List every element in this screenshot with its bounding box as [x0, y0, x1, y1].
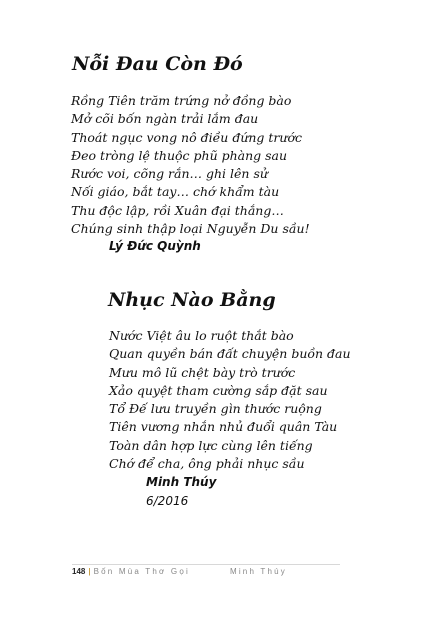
poem-line: Thu độc lập, rồi Xuân đại thắng… — [71, 202, 284, 218]
page-footer — [72, 567, 287, 576]
book-author: Minh Thúy — [229, 567, 287, 576]
poem-line: Xảo quyệt tham cường sắp đặt sau — [109, 382, 328, 398]
poem-line: Nối giáo, bắt tay… chớ khẩm tàu — [71, 184, 280, 200]
poem-author: Lý Đức Quỳnh — [109, 239, 201, 253]
footer-divider — [72, 564, 340, 565]
poem-body — [109, 327, 351, 473]
poem-line: Toàn dân hợp lực cùng lên tiếng — [109, 437, 313, 453]
footer-separator: | — [88, 567, 91, 576]
book-title: Bốn Mùa Thơ Gọi — [93, 567, 190, 576]
poem-line: Tiên vương nhắn nhủ đuổi quân Tàu — [109, 419, 338, 435]
poem-line: Tổ Đế lưu truyền gìn thước ruộng — [109, 401, 322, 417]
poem-line: Rước voi, cõng rắn… ghi lên sử — [71, 166, 268, 182]
poem-body — [71, 92, 310, 238]
page-number: 148 — [72, 567, 86, 576]
poem-line: Mở cõi bốn ngàn trải lắm đau — [71, 111, 259, 127]
poem-line: Rồng Tiên trăm trứng nở đồng bào — [71, 93, 292, 108]
poem-line: Thoát ngục vong nô điều đứng trước — [71, 129, 302, 145]
poem-line: Chúng sinh thập loại Nguyễn Du sầu! — [71, 221, 310, 237]
poem-title: Nỗi Đau Còn Đó — [72, 53, 243, 75]
poem-line: Nước Việt âu lo ruột thắt bào — [109, 328, 294, 343]
poem-line: Chớ để cha, ông phải nhục sầu — [109, 456, 305, 472]
poem-author: Minh Thúy — [146, 475, 217, 489]
poem-date: 6/2016 — [146, 494, 189, 508]
poem-line: Quan quyền bán đất chuyện buồn đau — [109, 346, 351, 362]
poem-line: Mưu mô lũ chệt bày trò trước — [109, 364, 296, 380]
poem-title: Nhục Nào Bằng — [108, 289, 276, 311]
poem-line: Đeo tròng lệ thuộc phũ phàng sau — [71, 147, 288, 163]
